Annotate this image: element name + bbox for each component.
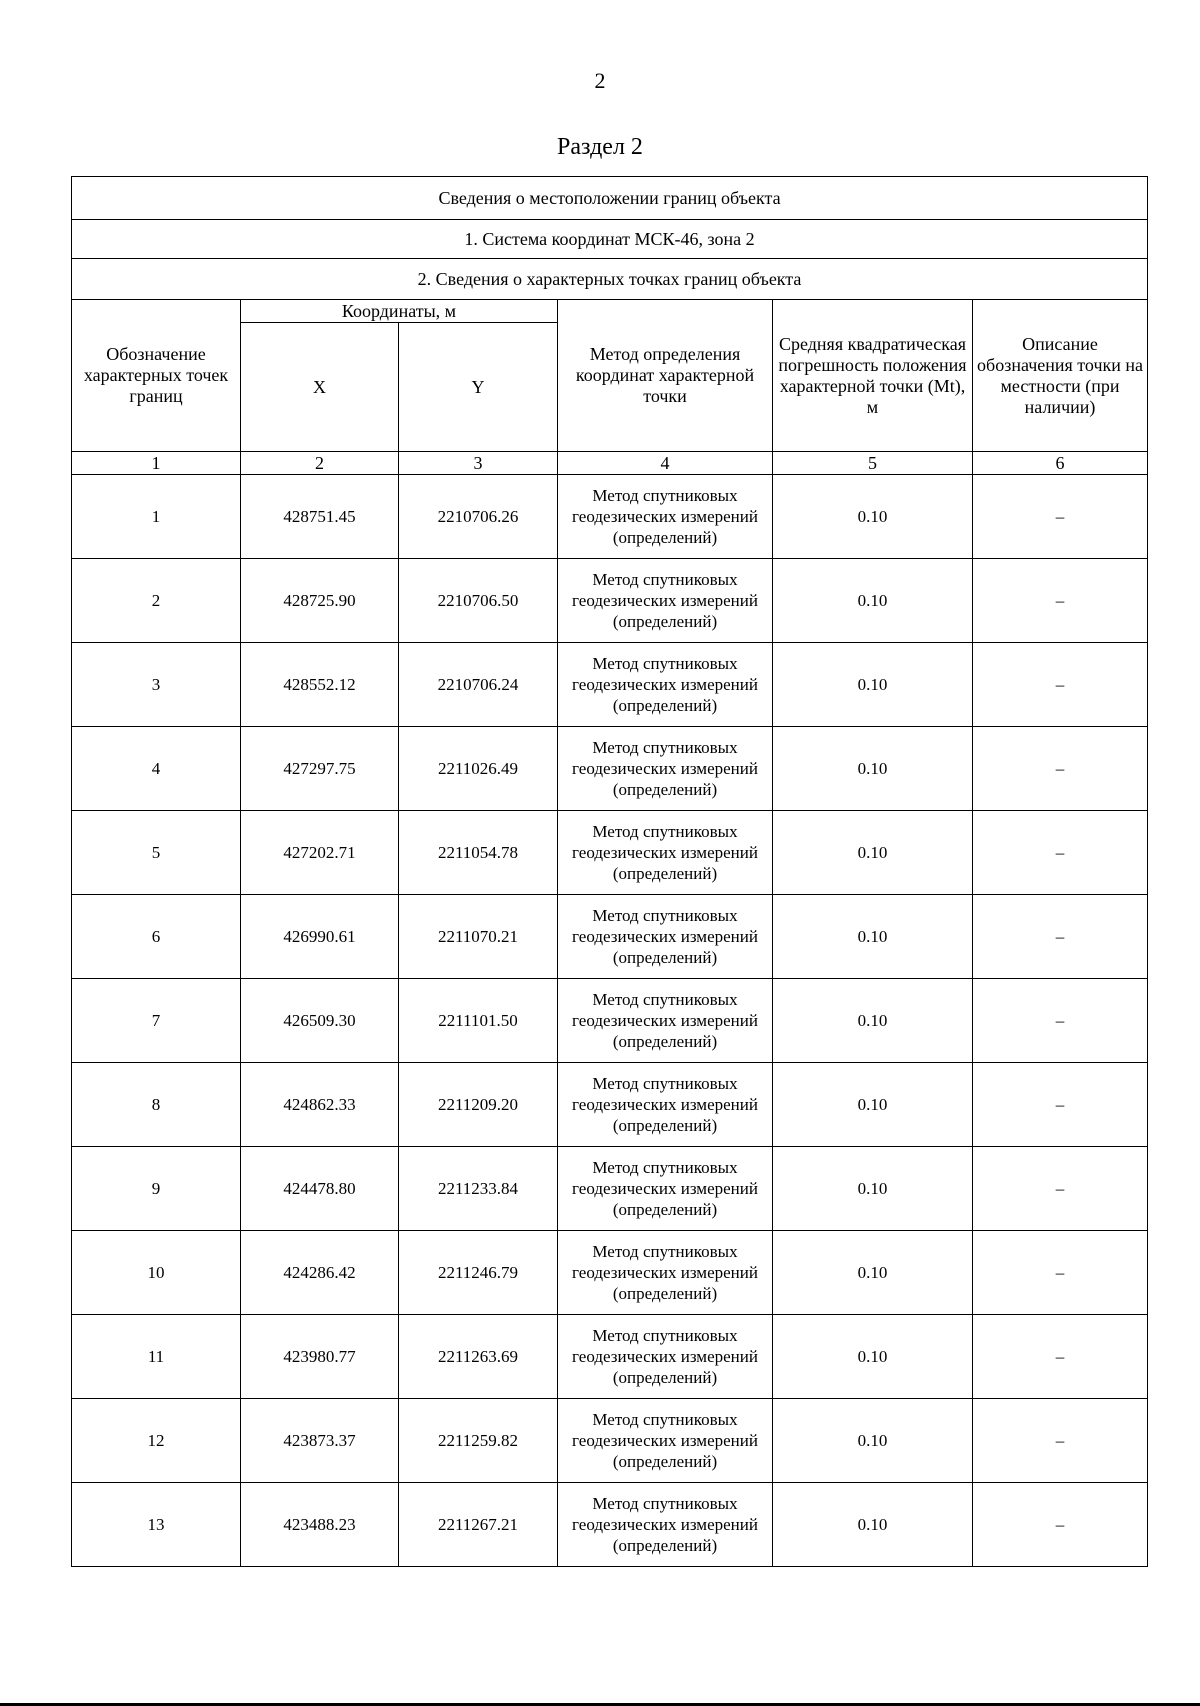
coordinate-y: 2210706.50 <box>399 559 558 643</box>
point-number: 1 <box>72 475 241 559</box>
table-caption: Сведения о местоположении границ объекта <box>72 177 1148 220</box>
method-cell: Метод спутниковых геодезических измерений (определений) <box>558 1399 773 1483</box>
point-number: 13 <box>72 1483 241 1567</box>
header-y: Y <box>399 323 558 452</box>
table-row <box>72 1231 1148 1315</box>
coordinate-x: 423873.37 <box>241 1399 399 1483</box>
coordinate-x: 428552.12 <box>241 643 399 727</box>
page-number: 2 <box>594 68 606 93</box>
method-cell: Метод спутниковых геодезических измерений (определений) <box>558 1147 773 1231</box>
coordinate-y: 2211263.69 <box>399 1315 558 1399</box>
header-x: X <box>241 323 399 452</box>
header-coordinates: Координаты, м <box>241 300 558 323</box>
table-row <box>72 811 1148 895</box>
point-description: – <box>973 1063 1148 1147</box>
table-row <box>72 727 1148 811</box>
method-cell: Метод спутниковых геодезических измерений (определений) <box>558 643 773 727</box>
error-value: 0.10 <box>773 475 973 559</box>
point-description: – <box>973 475 1148 559</box>
point-number: 2 <box>72 559 241 643</box>
table-row <box>72 1483 1148 1567</box>
error-value: 0.10 <box>773 559 973 643</box>
method-cell: Метод спутниковых геодезических измерений (определений) <box>558 1483 773 1567</box>
coordinate-y: 2210706.26 <box>399 475 558 559</box>
coordinate-x: 427297.75 <box>241 727 399 811</box>
coordinate-y: 2211233.84 <box>399 1147 558 1231</box>
table-row <box>72 559 1148 643</box>
points-section-title: 2. Сведения о характерных точках границ объекта <box>72 259 1148 300</box>
error-value: 0.10 <box>773 643 973 727</box>
coordinate-system: 1. Система координат МСК-46, зона 2 <box>72 220 1148 259</box>
column-number: 4 <box>558 452 773 475</box>
coordinate-y: 2211026.49 <box>399 727 558 811</box>
point-description: – <box>973 1147 1148 1231</box>
error-value: 0.10 <box>773 1147 973 1231</box>
error-value: 0.10 <box>773 979 973 1063</box>
error-value: 0.10 <box>773 811 973 895</box>
coordinate-x: 426990.61 <box>241 895 399 979</box>
method-cell: Метод спутниковых геодезических измерений (определений) <box>558 1231 773 1315</box>
point-number: 6 <box>72 895 241 979</box>
table-row <box>72 1147 1148 1231</box>
coordinate-y: 2210706.24 <box>399 643 558 727</box>
point-number: 4 <box>72 727 241 811</box>
error-value: 0.10 <box>773 727 973 811</box>
coordinate-y: 2211101.50 <box>399 979 558 1063</box>
point-number: 10 <box>72 1231 241 1315</box>
coordinate-x: 424478.80 <box>241 1147 399 1231</box>
error-value: 0.10 <box>773 1315 973 1399</box>
point-description: – <box>973 1483 1148 1567</box>
coordinate-x: 426509.30 <box>241 979 399 1063</box>
coordinate-y: 2211246.79 <box>399 1231 558 1315</box>
method-cell: Метод спутниковых геодезических измерений (определений) <box>558 979 773 1063</box>
coordinate-y: 2211054.78 <box>399 811 558 895</box>
table-row <box>72 1315 1148 1399</box>
error-value: 0.10 <box>773 1231 973 1315</box>
point-number: 7 <box>72 979 241 1063</box>
point-number: 8 <box>72 1063 241 1147</box>
table-row <box>72 979 1148 1063</box>
point-description: – <box>973 727 1148 811</box>
point-description: – <box>973 979 1148 1063</box>
point-description: – <box>973 559 1148 643</box>
coordinate-y: 2211070.21 <box>399 895 558 979</box>
method-cell: Метод спутниковых геодезических измерений (определений) <box>558 1315 773 1399</box>
table-row <box>72 895 1148 979</box>
coordinate-y: 2211267.21 <box>399 1483 558 1567</box>
method-cell: Метод спутниковых геодезических измерений (определений) <box>558 895 773 979</box>
boundary-points-table <box>71 176 1148 1567</box>
section-title: Раздел 2 <box>557 134 643 160</box>
method-cell: Метод спутниковых геодезических измерений (определений) <box>558 475 773 559</box>
point-description: – <box>973 1231 1148 1315</box>
table-row <box>72 475 1148 559</box>
column-number: 6 <box>973 452 1148 475</box>
error-value: 0.10 <box>773 1399 973 1483</box>
point-description: – <box>973 1399 1148 1483</box>
error-value: 0.10 <box>773 895 973 979</box>
method-cell: Метод спутниковых геодезических измерений (определений) <box>558 1063 773 1147</box>
point-number: 11 <box>72 1315 241 1399</box>
coordinate-y: 2211259.82 <box>399 1399 558 1483</box>
point-number: 12 <box>72 1399 241 1483</box>
header-description: Описание обозначения точки на местности (при наличии) <box>973 300 1148 452</box>
point-description: – <box>973 811 1148 895</box>
error-value: 0.10 <box>773 1483 973 1567</box>
column-number: 3 <box>399 452 558 475</box>
header-method: Метод определения координат характерной точки <box>558 300 773 452</box>
header-error: Средняя квадратическая погрешность положения характерной точки (Mt), м <box>773 300 973 452</box>
point-number: 9 <box>72 1147 241 1231</box>
coordinate-x: 428725.90 <box>241 559 399 643</box>
coordinate-y: 2211209.20 <box>399 1063 558 1147</box>
coordinate-x: 424286.42 <box>241 1231 399 1315</box>
method-cell: Метод спутниковых геодезических измерений (определений) <box>558 811 773 895</box>
coordinate-x: 428751.45 <box>241 475 399 559</box>
column-number: 2 <box>241 452 399 475</box>
coordinate-x: 423980.77 <box>241 1315 399 1399</box>
point-number: 3 <box>72 643 241 727</box>
coordinate-x: 424862.33 <box>241 1063 399 1147</box>
point-number: 5 <box>72 811 241 895</box>
method-cell: Метод спутниковых геодезических измерений (определений) <box>558 559 773 643</box>
point-description: – <box>973 1315 1148 1399</box>
column-number: 1 <box>72 452 241 475</box>
error-value: 0.10 <box>773 1063 973 1147</box>
point-description: – <box>973 643 1148 727</box>
header-designation: Обозначение характерных точек границ <box>72 300 241 452</box>
point-description: – <box>973 895 1148 979</box>
method-cell: Метод спутниковых геодезических измерений (определений) <box>558 727 773 811</box>
table-row <box>72 1063 1148 1147</box>
table-row <box>72 643 1148 727</box>
column-number: 5 <box>773 452 973 475</box>
coordinate-x: 423488.23 <box>241 1483 399 1567</box>
table-row <box>72 1399 1148 1483</box>
coordinate-x: 427202.71 <box>241 811 399 895</box>
